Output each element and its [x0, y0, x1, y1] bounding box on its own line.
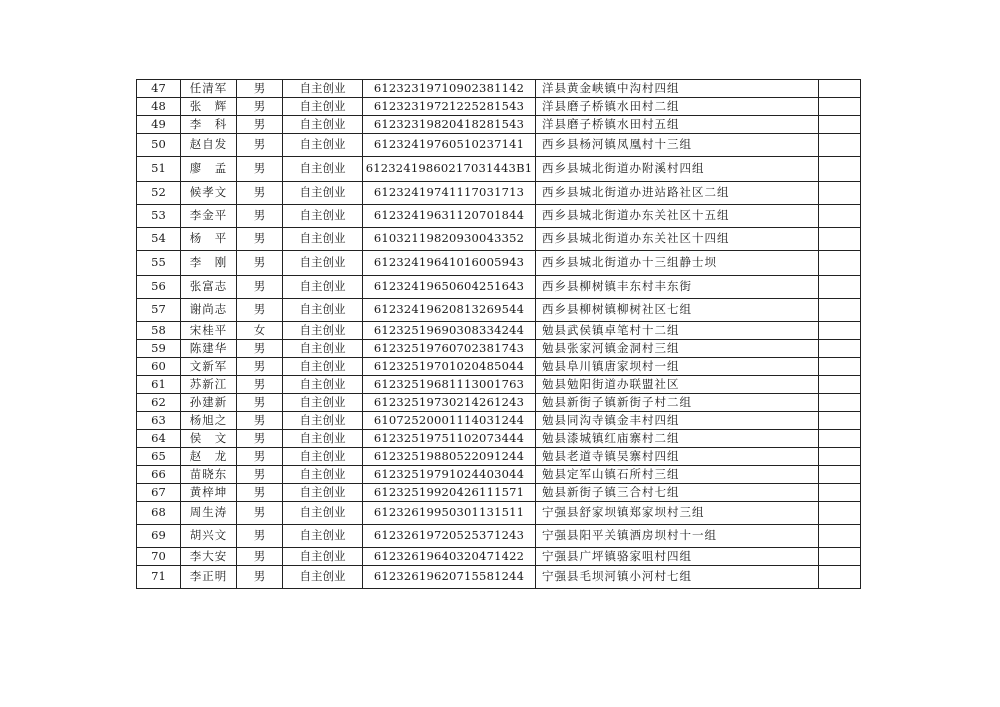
address-cell: 西乡县城北街道办东关社区十五组 [536, 205, 819, 228]
row-number-cell: 57 [137, 299, 181, 322]
employment-type-cell: 自主创业 [283, 157, 363, 182]
gender-cell: 男 [237, 376, 283, 394]
table-row [137, 276, 861, 299]
employment-type-cell: 自主创业 [283, 502, 363, 525]
gender-cell: 男 [237, 340, 283, 358]
person-name-cell: 李金平 [181, 205, 237, 228]
row-number-cell: 65 [137, 448, 181, 466]
remarks-cell [819, 340, 861, 358]
row-number-cell: 47 [137, 80, 181, 98]
address-cell: 勉县同沟寺镇金丰村四组 [536, 412, 819, 430]
row-number-cell: 59 [137, 340, 181, 358]
address-cell: 西乡县城北街道办东关社区十四组 [536, 228, 819, 251]
address-cell: 宁强县广坪镇骆家咀村四组 [536, 548, 819, 566]
remarks-cell [819, 182, 861, 205]
employment-type-cell: 自主创业 [283, 358, 363, 376]
remarks-cell [819, 430, 861, 448]
remarks-cell [819, 566, 861, 589]
row-number-cell: 63 [137, 412, 181, 430]
remarks-cell [819, 157, 861, 182]
person-name-cell: 杨 平 [181, 228, 237, 251]
gender-cell: 男 [237, 566, 283, 589]
employment-type-cell: 自主创业 [283, 566, 363, 589]
employment-type-cell: 自主创业 [283, 430, 363, 448]
id-number-cell: 61232619720525371243 [363, 525, 536, 548]
address-cell: 西乡县杨河镇凤凰村十三组 [536, 134, 819, 157]
id-number-cell: 61232519751102073444 [363, 430, 536, 448]
employment-type-cell: 自主创业 [283, 116, 363, 134]
row-number-cell: 70 [137, 548, 181, 566]
address-cell: 勉县老道寺镇吴寨村四组 [536, 448, 819, 466]
address-cell: 宁强县舒家坝镇郑家坝村三组 [536, 502, 819, 525]
remarks-cell [819, 205, 861, 228]
employment-type-cell: 自主创业 [283, 251, 363, 276]
id-number-cell: 61232619620715581244 [363, 566, 536, 589]
table-row [137, 251, 861, 276]
person-name-cell: 赵自发 [181, 134, 237, 157]
table-row [137, 358, 861, 376]
id-number-cell: 61232519690308334244 [363, 322, 536, 340]
person-name-cell: 苏新江 [181, 376, 237, 394]
employment-type-cell: 自主创业 [283, 466, 363, 484]
id-number-cell: 61232419741117031713 [363, 182, 536, 205]
table-row [137, 205, 861, 228]
gender-cell: 男 [237, 502, 283, 525]
row-number-cell: 50 [137, 134, 181, 157]
row-number-cell: 49 [137, 116, 181, 134]
remarks-cell [819, 376, 861, 394]
gender-cell: 男 [237, 134, 283, 157]
gender-cell: 男 [237, 182, 283, 205]
table-row [137, 448, 861, 466]
row-number-cell: 69 [137, 525, 181, 548]
employment-type-cell: 自主创业 [283, 412, 363, 430]
gender-cell: 男 [237, 484, 283, 502]
row-number-cell: 55 [137, 251, 181, 276]
id-number-cell: 61232419860217031443B1 [363, 157, 536, 182]
person-name-cell: 任清军 [181, 80, 237, 98]
person-name-cell: 宋桂平 [181, 322, 237, 340]
gender-cell: 男 [237, 116, 283, 134]
remarks-cell [819, 525, 861, 548]
employment-type-cell: 自主创业 [283, 376, 363, 394]
address-cell: 勉县新街子镇三合村七组 [536, 484, 819, 502]
id-number-cell: 61232519791024403044 [363, 466, 536, 484]
row-number-cell: 66 [137, 466, 181, 484]
person-name-cell: 文新军 [181, 358, 237, 376]
table-row [137, 322, 861, 340]
gender-cell: 男 [237, 251, 283, 276]
table-row [137, 134, 861, 157]
employment-type-cell: 自主创业 [283, 448, 363, 466]
employment-type-cell: 自主创业 [283, 394, 363, 412]
person-name-cell: 胡兴文 [181, 525, 237, 548]
address-cell: 勉县阜川镇唐家坝村一组 [536, 358, 819, 376]
address-cell: 西乡县城北街道办进站路社区二组 [536, 182, 819, 205]
row-number-cell: 52 [137, 182, 181, 205]
person-name-cell: 杨旭之 [181, 412, 237, 430]
person-name-cell: 张富志 [181, 276, 237, 299]
gender-cell: 男 [237, 228, 283, 251]
id-number-cell: 61232519760702381743 [363, 340, 536, 358]
person-name-cell: 廖 孟 [181, 157, 237, 182]
row-number-cell: 58 [137, 322, 181, 340]
gender-cell: 男 [237, 394, 283, 412]
person-name-cell: 侯 文 [181, 430, 237, 448]
id-number-cell: 61232419641016005943 [363, 251, 536, 276]
gender-cell: 男 [237, 448, 283, 466]
remarks-cell [819, 394, 861, 412]
address-cell: 宁强县毛坝河镇小河村七组 [536, 566, 819, 589]
row-number-cell: 71 [137, 566, 181, 589]
person-name-cell: 李 刚 [181, 251, 237, 276]
row-number-cell: 68 [137, 502, 181, 525]
employment-type-cell: 自主创业 [283, 484, 363, 502]
id-number-cell: 61232419620813269544 [363, 299, 536, 322]
gender-cell: 男 [237, 299, 283, 322]
remarks-cell [819, 299, 861, 322]
address-cell: 勉县张家河镇金洞村三组 [536, 340, 819, 358]
table-row [137, 466, 861, 484]
address-cell: 勉县定军山镇石所村三组 [536, 466, 819, 484]
employment-type-cell: 自主创业 [283, 228, 363, 251]
address-cell: 西乡县城北街道办十三组静士坝 [536, 251, 819, 276]
address-cell: 勉县新街子镇新街子村二组 [536, 394, 819, 412]
employment-type-cell: 自主创业 [283, 98, 363, 116]
address-cell: 西乡县柳树镇柳树社区七组 [536, 299, 819, 322]
address-cell: 洋县磨子桥镇水田村二组 [536, 98, 819, 116]
gender-cell: 男 [237, 525, 283, 548]
person-name-cell: 苗晓东 [181, 466, 237, 484]
remarks-cell [819, 358, 861, 376]
employment-type-cell: 自主创业 [283, 340, 363, 358]
row-number-cell: 53 [137, 205, 181, 228]
gender-cell: 男 [237, 548, 283, 566]
id-number-cell: 61232319721225281543 [363, 98, 536, 116]
person-name-cell: 谢尚志 [181, 299, 237, 322]
table-row [137, 376, 861, 394]
address-cell: 宁强县阳平关镇酒房坝村十一组 [536, 525, 819, 548]
row-number-cell: 64 [137, 430, 181, 448]
gender-cell: 男 [237, 80, 283, 98]
address-cell: 勉县漆城镇红庙寨村二组 [536, 430, 819, 448]
address-cell: 勉县勉阳街道办联盟社区 [536, 376, 819, 394]
remarks-cell [819, 448, 861, 466]
gender-cell: 男 [237, 412, 283, 430]
id-number-cell: 61232619640320471422 [363, 548, 536, 566]
roster-table [136, 79, 861, 589]
table-row [137, 412, 861, 430]
remarks-cell [819, 548, 861, 566]
person-name-cell: 李正明 [181, 566, 237, 589]
gender-cell: 男 [237, 157, 283, 182]
remarks-cell [819, 502, 861, 525]
employment-type-cell: 自主创业 [283, 80, 363, 98]
employment-type-cell: 自主创业 [283, 134, 363, 157]
remarks-cell [819, 116, 861, 134]
row-number-cell: 62 [137, 394, 181, 412]
employment-type-cell: 自主创业 [283, 205, 363, 228]
id-number-cell: 61032119820930043352 [363, 228, 536, 251]
gender-cell: 男 [237, 466, 283, 484]
employment-type-cell: 自主创业 [283, 525, 363, 548]
employment-type-cell: 自主创业 [283, 182, 363, 205]
table-row [137, 430, 861, 448]
row-number-cell: 67 [137, 484, 181, 502]
person-name-cell: 陈建华 [181, 340, 237, 358]
gender-cell: 男 [237, 358, 283, 376]
table-row [137, 98, 861, 116]
id-number-cell: 61232519920426111571 [363, 484, 536, 502]
table-row [137, 548, 861, 566]
remarks-cell [819, 80, 861, 98]
table-row [137, 566, 861, 589]
id-number-cell: 61232419631120701844 [363, 205, 536, 228]
id-number-cell: 61072520001114031244 [363, 412, 536, 430]
remarks-cell [819, 466, 861, 484]
id-number-cell: 61232419760510237141 [363, 134, 536, 157]
person-name-cell: 李 科 [181, 116, 237, 134]
table-row [137, 80, 861, 98]
remarks-cell [819, 412, 861, 430]
row-number-cell: 56 [137, 276, 181, 299]
table-row [137, 340, 861, 358]
id-number-cell: 61232419650604251643 [363, 276, 536, 299]
id-number-cell: 61232319710902381142 [363, 80, 536, 98]
person-name-cell: 张 辉 [181, 98, 237, 116]
id-number-cell: 61232319820418281543 [363, 116, 536, 134]
roster-body [137, 80, 861, 589]
address-cell: 勉县武侯镇卓笔村十二组 [536, 322, 819, 340]
id-number-cell: 61232519880522091244 [363, 448, 536, 466]
address-cell: 洋县磨子桥镇水田村五组 [536, 116, 819, 134]
id-number-cell: 61232519681113001763 [363, 376, 536, 394]
person-name-cell: 候孝文 [181, 182, 237, 205]
remarks-cell [819, 251, 861, 276]
table-row [137, 394, 861, 412]
employment-type-cell: 自主创业 [283, 548, 363, 566]
address-cell: 西乡县柳树镇丰东村丰东街 [536, 276, 819, 299]
remarks-cell [819, 134, 861, 157]
table-row [137, 502, 861, 525]
person-name-cell: 李大安 [181, 548, 237, 566]
gender-cell: 男 [237, 98, 283, 116]
gender-cell: 男 [237, 205, 283, 228]
gender-cell: 男 [237, 430, 283, 448]
remarks-cell [819, 322, 861, 340]
id-number-cell: 61232519701020485044 [363, 358, 536, 376]
id-number-cell: 61232519730214261243 [363, 394, 536, 412]
remarks-cell [819, 276, 861, 299]
table-row [137, 182, 861, 205]
employment-type-cell: 自主创业 [283, 322, 363, 340]
address-cell: 洋县黄金峡镇中沟村四组 [536, 80, 819, 98]
table-row [137, 299, 861, 322]
gender-cell: 男 [237, 276, 283, 299]
employment-type-cell: 自主创业 [283, 299, 363, 322]
person-name-cell: 黄梓坤 [181, 484, 237, 502]
address-cell: 西乡县城北街道办附溪村四组 [536, 157, 819, 182]
person-name-cell: 周生涛 [181, 502, 237, 525]
table-row [137, 228, 861, 251]
remarks-cell [819, 98, 861, 116]
row-number-cell: 54 [137, 228, 181, 251]
table-row [137, 157, 861, 182]
row-number-cell: 48 [137, 98, 181, 116]
row-number-cell: 61 [137, 376, 181, 394]
remarks-cell [819, 484, 861, 502]
table-row [137, 116, 861, 134]
gender-cell: 女 [237, 322, 283, 340]
table-row [137, 525, 861, 548]
row-number-cell: 60 [137, 358, 181, 376]
id-number-cell: 61232619950301131511 [363, 502, 536, 525]
remarks-cell [819, 228, 861, 251]
table-row [137, 484, 861, 502]
person-name-cell: 孙建新 [181, 394, 237, 412]
row-number-cell: 51 [137, 157, 181, 182]
employment-type-cell: 自主创业 [283, 276, 363, 299]
person-name-cell: 赵 龙 [181, 448, 237, 466]
